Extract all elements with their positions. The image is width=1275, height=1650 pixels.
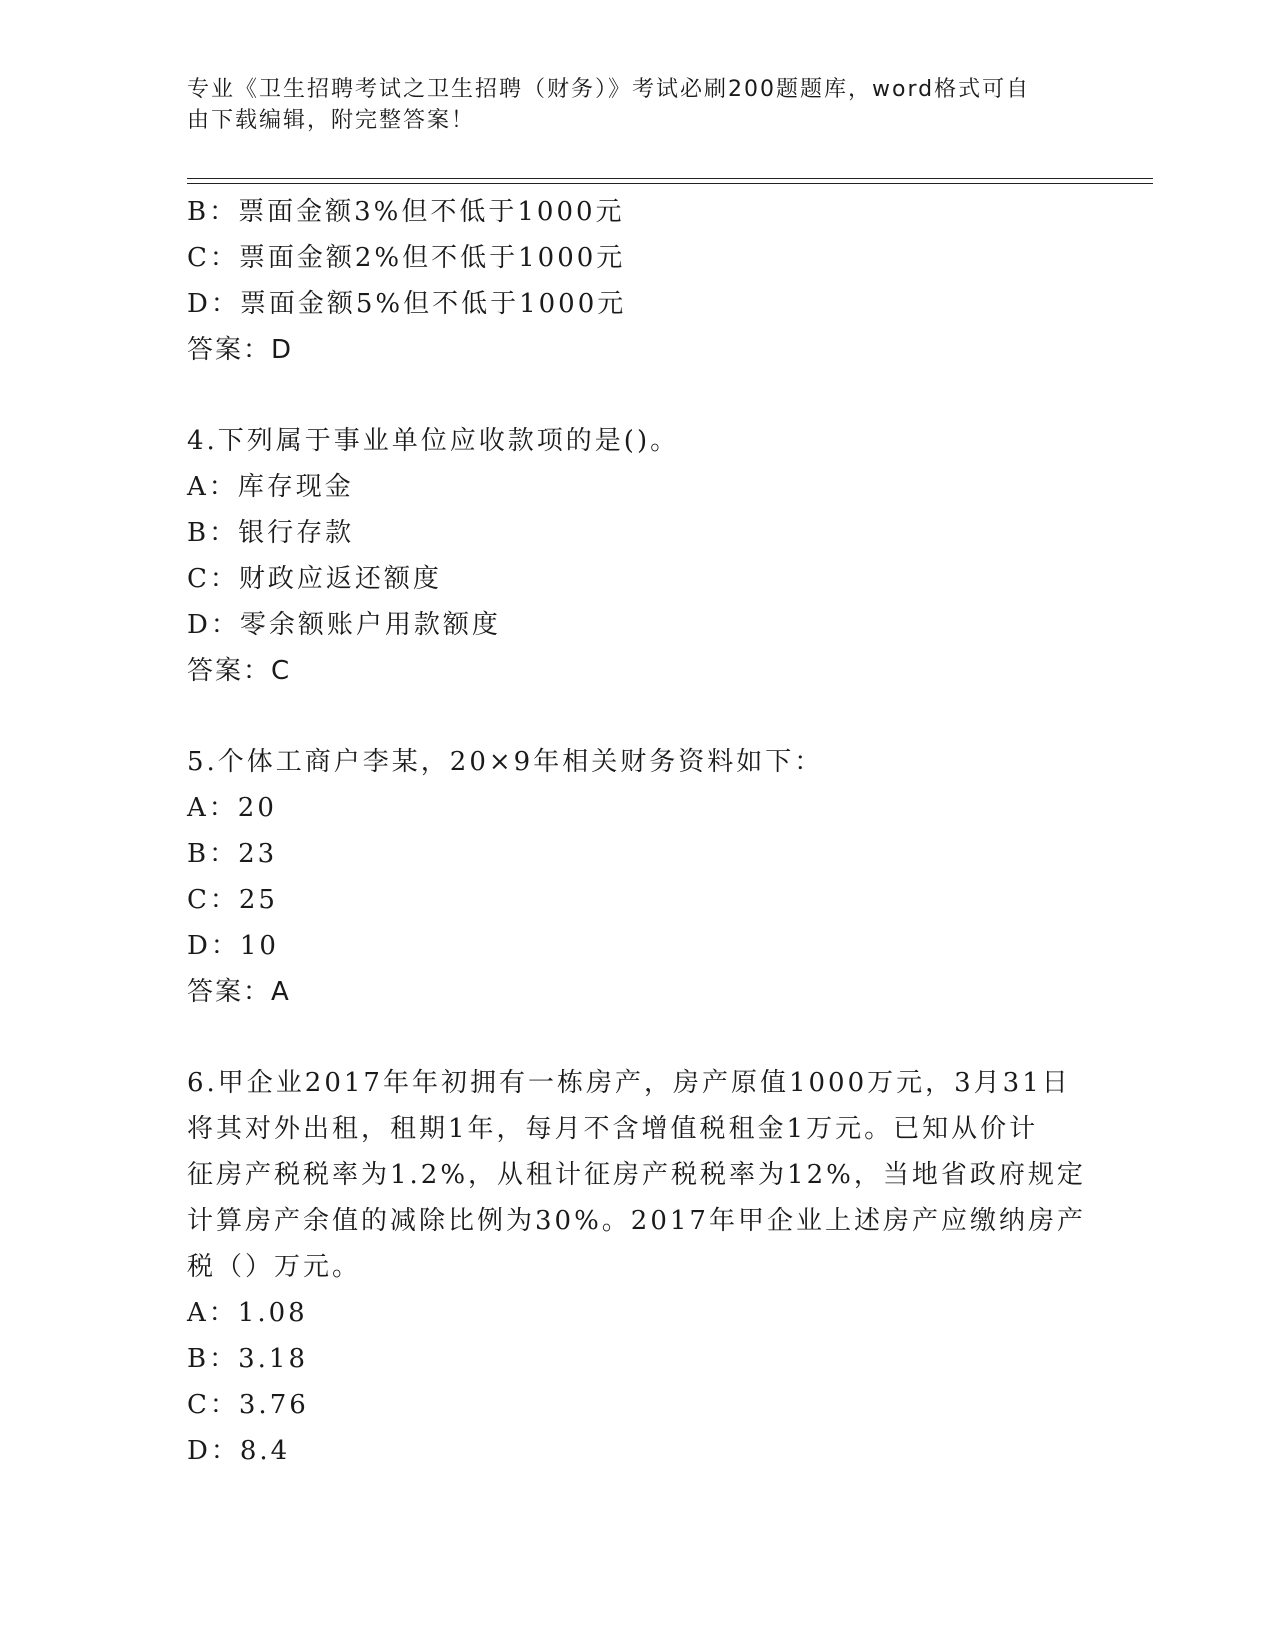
option-a: A：20 [187,793,277,823]
option-c: C：财政应返还额度 [187,564,442,594]
question-stem-line-1: 6.甲企业2017年年初拥有一栋房产，房产原值1000万元，3月31日 [187,1068,1071,1098]
spacer [187,694,1067,739]
option-d: D：10 [187,931,279,961]
question-stem-line-5: 税（）万元。 [187,1252,362,1282]
question-3 [187,189,1067,373]
option-d: D：零余额账户用款额度 [187,610,501,640]
answer-line: 答案：C [187,656,292,686]
option-b: B：23 [187,839,278,869]
option-c: C：3.76 [187,1390,309,1420]
option-d: D：票面金额5%但不低于1000元 [187,289,627,319]
question-stem-line-3: 征房产税税率为1.2%，从租计征房产税税率为12%，当地省政府规定 [187,1160,1086,1190]
answer-line: 答案：A [187,977,291,1007]
option-a: A：库存现金 [187,472,354,502]
option-a: A：1.08 [187,1298,308,1328]
option-b: B：银行存款 [187,518,355,548]
header-line-1: 专业《卫生招聘考试之卫生招聘（财务）》考试必刷200题题库，word格式可自 [187,77,1031,102]
option-c: C：25 [187,885,278,915]
option-b: B：3.18 [187,1344,308,1374]
header-divider-top [187,178,1153,179]
document-header [187,74,1067,136]
answer-line: 答案：D [187,335,294,365]
question-stem-line-2: 将其对外出租，租期1年，每月不含增值税租金1万元。已知从价计 [187,1114,1039,1144]
question-6 [187,1060,1086,1474]
option-d: D：8.4 [187,1436,291,1466]
header-line-2: 由下载编辑，附完整答案！ [187,108,476,133]
option-b: B：票面金额3%但不低于1000元 [187,197,625,227]
question-list [187,189,1086,1474]
question-stem-line-4: 计算房产余值的减除比例为30%。2017年甲企业上述房产应缴纳房产 [187,1206,1086,1236]
spacer [187,373,1067,418]
question-4 [187,418,1067,694]
header-divider-bottom [187,183,1153,184]
question-stem: 4.下列属于事业单位应收款项的是()。 [187,426,680,456]
spacer [187,1015,1067,1060]
question-5 [187,739,1067,1015]
question-stem: 5.个体工商户李某，20×9年相关财务资料如下： [187,747,824,777]
option-c: C：票面金额2%但不低于1000元 [187,243,626,273]
